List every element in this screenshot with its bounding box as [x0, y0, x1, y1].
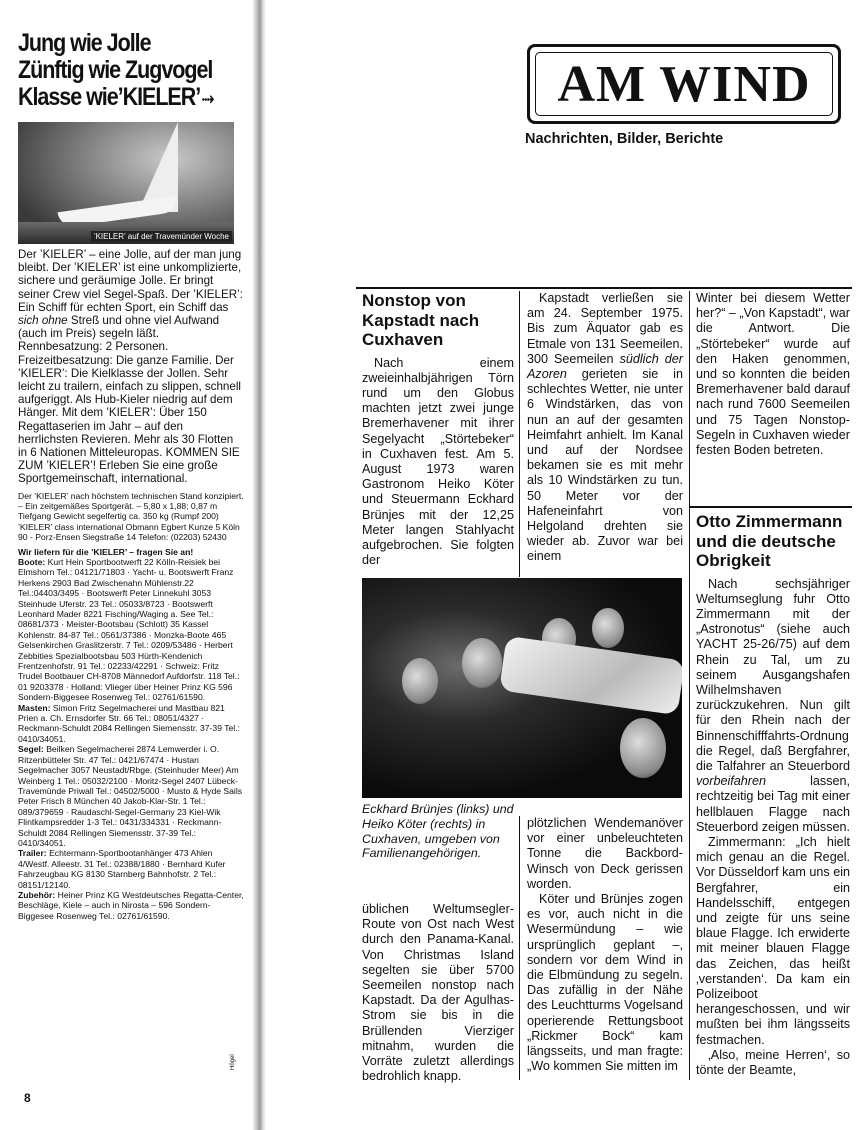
- page-number: 8: [24, 1091, 31, 1105]
- crew-photo: [362, 578, 682, 798]
- person-figure: [592, 608, 624, 648]
- sailboat-arrow-icon: ⤑: [201, 87, 214, 108]
- ad-headline-line: Zünftig wie Zugvogel: [18, 56, 213, 84]
- ad-specs: Der ’KIELER’ nach höchstem technischen Stand konzipiert. – Ein zeitgemäßes Sportgerät. – 5,80 x 1,88; 0,87 m Tiefgang Gewicht segelfertig ca. 350 kg (Rumpf 200) ’KIELER’ class international Obmann Egbert Kunze 5 Köln 90 - Porz-Ensen Siegstraße 14 Telefon: (02203) 52430: [18, 490, 244, 543]
- supplier-group: Segel: Beilken Segelmacherei 2874 Lemwerder i. O. Ritzenbütteler Str. 47 Tel.: 0421/67474 · Hustan Segelmacher 3057 Neustadt/Rbge. (Steinhuder Meer) Am Weinberg 1 Tel.: 05032/2100 · Moritz-Segel 2407 Lübeck-Travemünde Priwall Tel.: 04502/5000 · Musto & Hyde Sails Peter Frisch 8 München 40 Jakob-Klar-Str. 1 Tel.: 089/379659 · Raudaschl-Segel-Germany 23 Kiel-Wik Flintkampsredder 1-3 Tel.: 0431/334331 · Reckmann-Schuldt 2084 Rellingen Siemensstr. 37-39 Tel.: 0410/34051.: [18, 744, 243, 848]
- article-paragraph: Winter bei diesem Wetter her?“ – „Von Kapstadt“, war die Antwort. Die „Störtebeker“ wurde auf den Haken genommen, und so konnten die beiden Bremerhavener bald darauf nach rund 7600 Seemeilen und 75 Tagen Nonstop-Segeln in Cuxhaven wieder festen Boden betreten.: [696, 291, 851, 458]
- person-figure: [620, 718, 666, 778]
- top-rule: [356, 287, 852, 289]
- article-paragraph: Zimmermann: „Ich hielt mich genau an die Regel. Vor Düsseldorf kam uns ein Bergfahrer, ein Handelsschiff, entgegen und zeigte für uns seine blaue Flagge. Ich erwiderte mit meiner blauen Flagge das Zeichen, das heißt ‚verstanden‘. Da kam ein Polizeiboot herangeschossen, und wir mußten bei ihm längsseits festmachen.: [696, 834, 850, 1047]
- article-column: [527, 291, 683, 565]
- article-paragraph: üblichen Weltumsegler-Route von Ost nach West durch den Panama-Kanal. Von Christmas Island segelten sie über 5700 Seemeilen nonstop nach Kapstadt. Da der Agulhas-Strom sie bis in die Brüllenden Vierziger mitnahm, wurden die Vorräte zuletzt allerdings bedrohlich knapp.: [362, 902, 514, 1084]
- supplier-group: Boote: Kurt Hein Sportbootwerft 22 Kölln-Reisiek bei Elmshorn Tel.: 04121/71803 · Yacht- u. Bootswerft Franz Herkens 2903 Bad Zwischenahn Mühlenstr.22 Tel.:04403/3495 · Bootswerft Peter Linnekuhl 3053 Steinhude Uferstr. 23 Tel.: 05033/8723 · Bootswerft Leonhard Mader 8221 Fisching/Waging a. See Tel.: 08681/373 · Meister-Bootsbau (Schlott) 35 Kassel Kohlenstr. 84-87 Tel.: 0561/37386 · Monzka-Boote 465 Gelsenkirchen Graslitzerstr. 7 Tel.: 0209/53486 · Herbert Zebbities Spezialbootsbau 503 Hürth-Kendenich Frentzenhofstr. 91 Tel.: 02233/42291 · Schweiz: Fritz Trudel Bootbauer CH-8708 Männedorf Aufdorfstr. 118 Tel.: 01 9203378 · Holland: Vlieger über Heiner Prinz KG 596 Sondern-Biggesee Rosenweg Tel.: 02761/61590.: [18, 556, 240, 703]
- article-paragraph: Nach sechsjähriger Weltumseglung fuhr Otto Zimmermann mit der „Astronotus“ (siehe auch YACHT 25-26/75) auf dem Rhein zu Tal, um zu seinem Ausgangshafen Wilhelmshaven zurückzukehren. Nun gilt für den Rhein nach der Binnenschifffahrts-Ordnung die Regel, daß Bergfahrer, die Talfahrer an Steuerbord vorbeifahren lassen, rechtzeitig bei Tag mit einer hellblauen Flagge nach Steuerbord zeigen müssen.: [696, 576, 851, 834]
- banner-cloth: [499, 636, 682, 716]
- article-column: [362, 902, 514, 1084]
- article-paragraph: ‚Also, meine Herren‘, so tönte der Beamte,: [696, 1047, 850, 1077]
- ad-headline-line: Klasse wie’KIELER’⤑: [18, 83, 214, 111]
- article-column: [527, 816, 683, 1074]
- ad-headline-line: Jung wie Jolle: [18, 29, 151, 57]
- article-paragraph: Köter und Brünjes zogen es vor, auch nicht in die Wesermündung – wie ursprünglich geplant –, sondern vor dem Wind in die Elbmündung zu segeln. Das zufällig in der Nähe des Leuchtturms Vogelsand operierende Rettungsboot „Rickmer Bock“ kam längsseits, und man fragte: „Wo kommen Sie mitten im: [527, 892, 683, 1074]
- article-column: [696, 291, 850, 458]
- kieler-advertisement: [18, 30, 244, 921]
- article-column: [696, 512, 850, 1078]
- photo-credit: Högel: [230, 1054, 236, 1070]
- section-subtitle: Nachrichten, Bilder, Berichte: [525, 131, 724, 147]
- person-figure: [402, 658, 438, 704]
- article-headline: Nonstop von Kapstadt nach Cuxhaven: [362, 291, 480, 349]
- supplier-group: Masten: Simon Fritz Segelmacherei und Mastbau 821 Prien a. Ch. Ernsdorfer Str. 66 Tel.: 08051/4327 · Reckmann-Schuldt 2084 Rellingen Siemensstr. 37-39 Tel.: 0410/34051.: [18, 702, 240, 744]
- ad-photo-caption: ’KIELER’ auf der Travemünder Woche: [91, 231, 232, 242]
- article-headline: Otto Zimmermann und die deutsche Obrigkeit: [696, 512, 843, 570]
- article-divider: [690, 506, 852, 508]
- photo-caption: Eckhard Brünjes (links) und Heiko Köter (rechts) in Cuxhaven, umgeben von Familienangehörigen.: [362, 802, 514, 861]
- column-rule: [519, 816, 520, 1080]
- column-rule: [519, 291, 520, 577]
- ad-sailboat-photo: [18, 122, 234, 244]
- section-masthead: [527, 44, 841, 124]
- article-paragraph: Nach einem zweieinhalbjährigen Törn rund um den Globus machten jetzt zwei junge Bremerhavener mit ihrer Segelyacht „Störtebeker“ in Cuxhaven fest. Am 5. August 1973 waren Gastronom Heiko Köter und Steuermann Eckhard Brünjes mit der 12,25 Meter langen Stahlyacht aufgebrochen. Sie folgten der: [362, 355, 514, 568]
- person-figure: [462, 638, 502, 688]
- ad-supplier-list: [18, 547, 244, 922]
- page-gutter: [252, 0, 266, 1130]
- supplier-group: Zubehör: Heiner Prinz KG Westdeutsches Regatta-Center, Beschläge, Kiele – auch in Nirosta – 596 Sondern-Biggesee Rosenweg Tel.: 02761/61590.: [18, 889, 244, 921]
- article-paragraph: Kapstadt verließen sie am 24. September 1975. Bis zum Äquator gab es Etmale von 131 Seemeilen. 300 Seemeilen südlich der Azoren gerieten sie in schlechtes Wetter, nie unter 6 Windstärken, das von nun an auf der gesamten Heimfahrt anhielt. Im Kanal und auf der Nordsee bekamen sie es mit mehr als 10 Windstärken zu tun. 50 Meter vor der Hafeneinfahrt von Helgoland drehten sie wieder ab. Zuvor war bei einem: [527, 291, 683, 564]
- supplier-heading: Wir liefern für die ’KIELER’ – fragen Sie an!: [18, 546, 194, 557]
- ad-headline: [18, 30, 250, 112]
- section-title: AM WIND: [557, 55, 811, 113]
- supplier-group: Trailer: Echtermann-Sportbootanhänger 473 Ahlen 4/Westf. Alleestr. 31 Tel.: 02388/1880 · Bernhard Kufer Fahrzeugbau KG 8130 Starnberg Bahnhofstr. 2 Tel.: 08151/12140.: [18, 848, 226, 890]
- ad-body-text: Der ’KIELER’ – eine Jolle, auf der man jung bleibt. Der ’KIELER’ ist eine unkomplizierte, sichere und geräumige Jolle. Er bringt seiner Crew viel Segel-Spaß. Der ’KIELER’: Ein Schiff für echten Sport, ein Schiff das sich ohne Streß und ohne viel Aufwand (auch im Preis) segeln läßt. Rennbesatzung: 2 Personen. Freizeitbesatzung: Die ganze Familie. Der ’KIELER’: Die Kielklasse der Jollen. Sehr leicht zu trailern, einfach zu slippen, schnell aufgeriggt. Als Hub-Kieler niedrig auf dem Hänger. Mit dem ’KIELER’: Über 150 Regattaserien im Jahr – auf den herrlichsten Revieren. Mehr als 30 Flotten in 6 Nationen Mitteleuropas. KOMMEN SIE ZUM ’KIELER’! Erleben Sie eine große Sportgemeinschaft, international.: [18, 247, 243, 486]
- article-column: [362, 291, 514, 568]
- article-paragraph: plötzlichen Wendemanöver vor einer unbeleuchteten Tonne die Backbord-Winsch von Deck gerissen worden.: [527, 816, 683, 891]
- masthead-frame: [535, 52, 833, 116]
- column-rule: [689, 291, 690, 1080]
